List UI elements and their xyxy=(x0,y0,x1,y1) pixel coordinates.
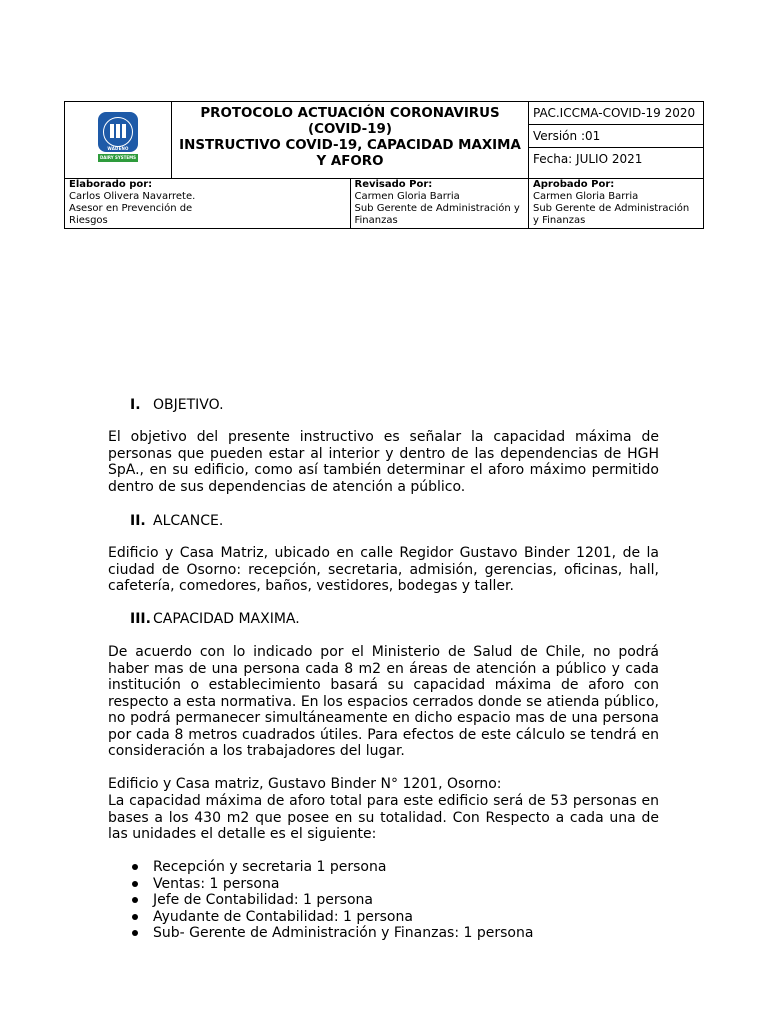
section-heading-capacidad: III. CAPACIDAD MAXIMA. xyxy=(130,611,300,627)
building-line: Edificio y Casa matriz, Gustavo Binder N° 1201, Osorno: xyxy=(108,776,502,792)
list-item: Jefe de Contabilidad: 1 persona xyxy=(130,892,533,909)
list-item: Recepción y secretaria 1 persona xyxy=(130,859,533,876)
section-heading-alcance: II. ALCANCE. xyxy=(130,513,224,529)
section-heading-objetivo: I. OBJETIVO. xyxy=(130,397,224,413)
alcance-paragraph: Edificio y Casa Matriz, ubicado en calle Regidor Gustavo Binder 1201, de la ciudad de Osorno: recepción, secretaria, admisión, gerencias, oficinas, hall, cafetería, comedores, baños, vestidores, bodegas y taller. xyxy=(108,545,659,594)
capacity-paragraph: La capacidad máxima de aforo total para este edificio será de 53 personas en bases a los 430 m2 que posee en su totalidad. Con Respecto a cada una de las unidades el detalle es el siguiente: xyxy=(108,793,659,842)
document-title: PROTOCOLO ACTUACIÓN CORONAVIRUS (COVID-19) INSTRUCTIVO COVID-19, CAPACIDAD MAXIMA Y AFORO xyxy=(172,102,529,179)
list-item: Ayudante de Contabilidad: 1 persona xyxy=(130,909,533,926)
document-code: PAC.ICCMA-COVID-19 2020 xyxy=(529,102,704,125)
elaborado-cell: Elaborado por: Carlos Olivera Navarrete. Asesor en Prevención de Riesgos xyxy=(65,179,351,229)
company-logo: WADENO DAIRY SYSTEMS xyxy=(96,112,140,164)
document-version: Versión :01 xyxy=(529,125,704,148)
list-item: Ventas: 1 persona xyxy=(130,876,533,893)
revisado-cell: Revisado Por: Carmen Gloria Barria Sub Gerente de Administración y Finanzas xyxy=(350,179,529,229)
document-date: Fecha: JULIO 2021 xyxy=(529,148,704,179)
aprobado-cell: Aprobado Por: Carmen Gloria Barria Sub Gerente de Administración y Finanzas xyxy=(529,179,704,229)
logo-cell xyxy=(65,102,172,179)
objetivo-paragraph: El objetivo del presente instructivo es señalar la capacidad máxima de personas que pueden estar al interior y dentro de las dependencias de HGH SpA., en su edificio, como así también determinar el aforo máximo permitido dentro de sus dependencias de atención a público. xyxy=(108,429,659,495)
list-item: Sub- Gerente de Administración y Finanzas: 1 persona xyxy=(130,925,533,942)
document-header-table xyxy=(64,101,704,229)
capacidad-paragraph: De acuerdo con lo indicado por el Ministerio de Salud de Chile, no podrá haber mas de una persona cada 8 m2 en áreas de atención a público y cada institución o establecimiento basará su capacidad máxima de aforo con respecto a esta normativa. En los espacios cerrados donde se atienda público, no podrá permanecer simultáneamente en dicho espacio mas de una persona por cada 8 metros cuadrados útiles. Para efectos de este cálculo se tendrá en consideración a los trabajadores del lugar. xyxy=(108,644,659,759)
unit-capacity-list xyxy=(130,859,533,942)
